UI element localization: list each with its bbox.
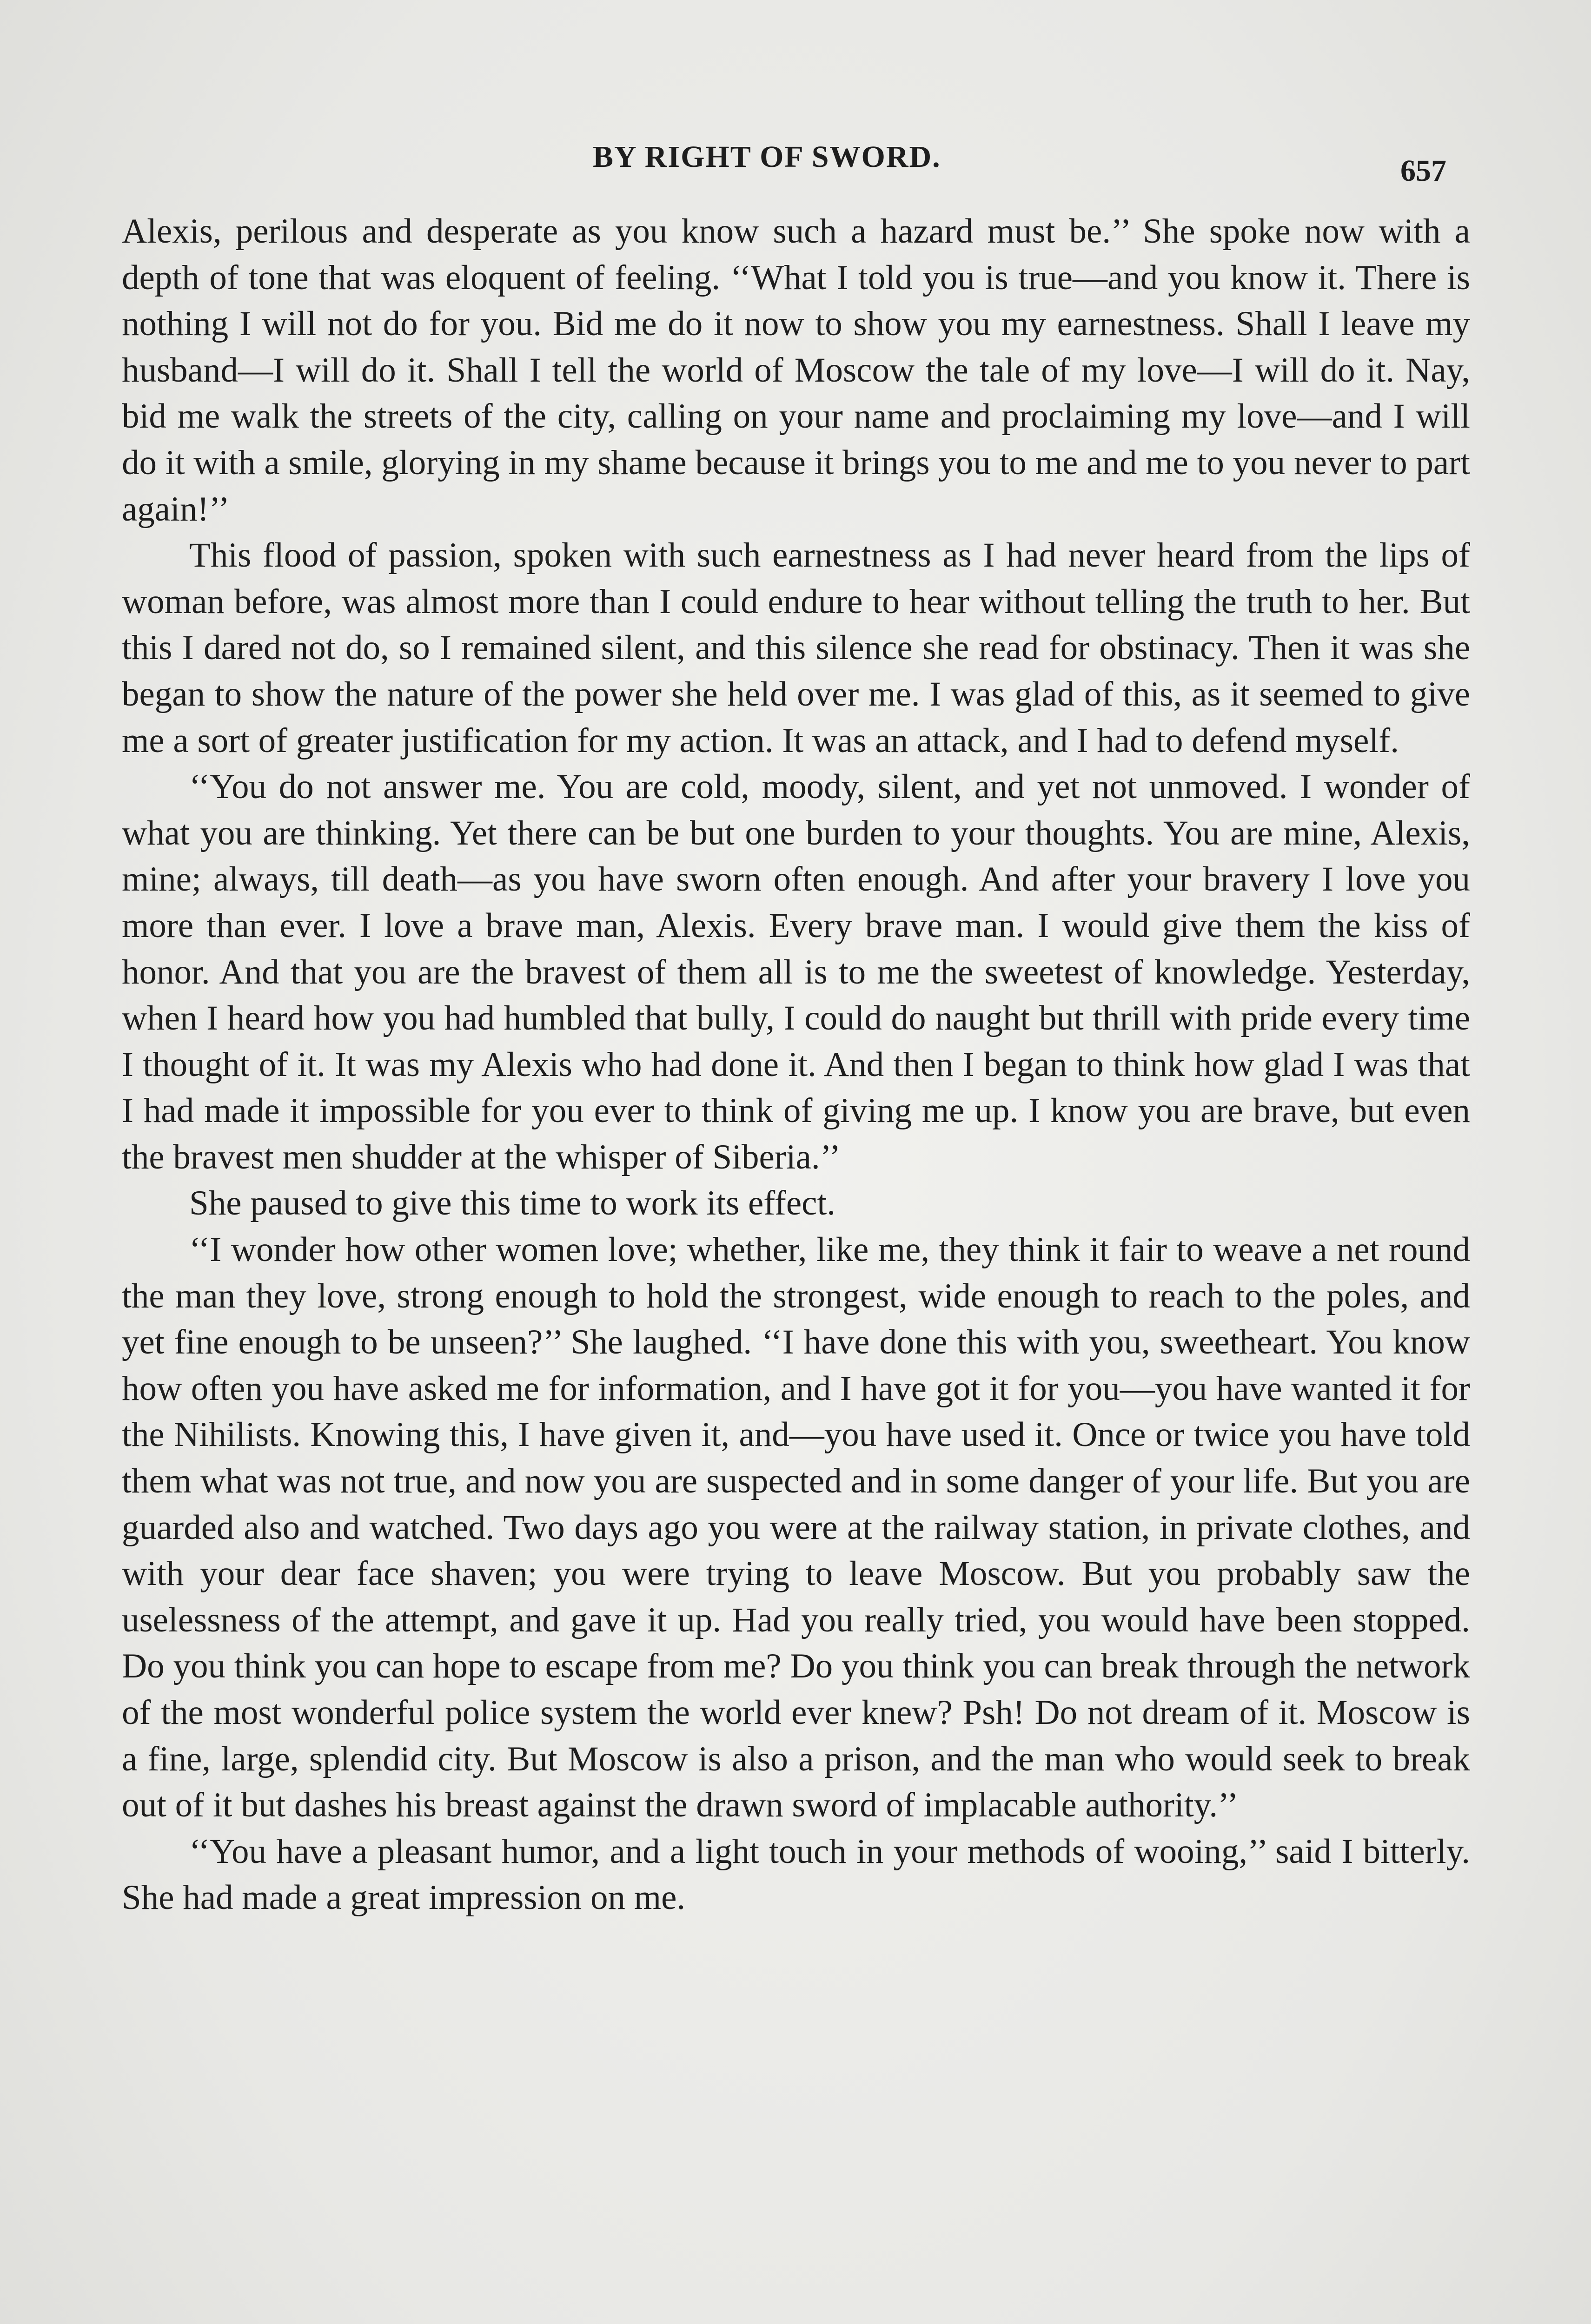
- paragraph: ‘‘I wonder how other women love; whether, like me, they think it fair to weave a net round the man they love, strong enough to hold the strongest, wide enough to reach to the poles, and yet fine enough to be unseen?’’ She laughed. ‘‘I have done this with you, sweetheart. You know how often you have asked me for information, and I have got it for you—you have wanted it for the Nihilists. Knowing this, I have given it, and—you have used it. Once or twice you have told them what was not true, and now you are suspected and in some danger of your life. But you are guarded also and watched. Two days ago you were at the railway station, in private clothes, and with your dear face shaven; you were trying to leave Moscow. But you probably saw the uselessness of the attempt, and gave it up. Had you really tried, you would have been stopped. Do you think you can hope to escape from me? Do you think you can break through the network of the most wonderful police system the world ever knew? Psh! Do not dream of it. Moscow is a fine, large, splendid city. But Moscow is also a prison, and the man who would seek to break out of it but dashes his breast against the drawn sword of implacable authority.’’: [122, 1230, 1470, 1825]
- paragraph: This flood of passion, spoken with such earnestness as I had never heard from the lips of woman before, was almost more than I could endure to hear without telling the truth to her. But this I dared not do, so I remained silent, and this silence she read for obstinacy. Then it was she began to show the nature of the power she held over me. I was glad of this, as it seemed to give me a sort of greater justification for my action. It was an attack, and I had to defend myself.: [122, 536, 1470, 760]
- paragraph: ‘‘You have a pleasant humor, and a light touch in your methods of wooing,’’ said I bitterly. She had made a great impression on me.: [122, 1832, 1470, 1917]
- paragraph: Alexis, perilous and desperate as you know such a hazard must be.’’ She spoke now with a depth of tone that was eloquent of feeling. ‘‘What I told you is true—and you know it. There is nothing I will not do for you. Bid me do it now to show you my earnestness. Shall I leave my husband—I will do it. Shall I tell the world of Moscow the tale of my love—I will do it. Nay, bid me walk the streets of the city, calling on your name and proclaiming my love—and I will do it with a smile, glorying in my shame because it brings you to me and me to you never to part again!’’: [122, 212, 1470, 528]
- running-title: BY RIGHT OF SWORD.: [593, 140, 941, 174]
- paragraph: ‘‘You do not answer me. You are cold, moody, silent, and yet not unmoved. I wonder of what you are thinking. Yet there can be but one burden to your thoughts. You are mine, Alexis, mine; always, till death—as you have sworn often enough. And after your bravery I love you more than ever. I love a brave man, Alexis. Every brave man. I would give them the kiss of honor. And that you are the bravest of them all is to me the sweetest of knowledge. Yesterday, when I heard how you had humbled that bully, I could do naught but thrill with pride every time I thought of it. It was my Alexis who had done it. And then I began to think how glad I was that I had made it impossible for you ever to think of giving me up. I know you are brave, but even the bravest men shudder at the whisper of Siberia.’’: [122, 767, 1470, 1176]
- body-text: [122, 208, 1470, 1921]
- page-number: 657: [1400, 154, 1446, 188]
- running-head: [0, 139, 1591, 188]
- paragraph: She paused to give this time to work its effect.: [189, 1184, 836, 1223]
